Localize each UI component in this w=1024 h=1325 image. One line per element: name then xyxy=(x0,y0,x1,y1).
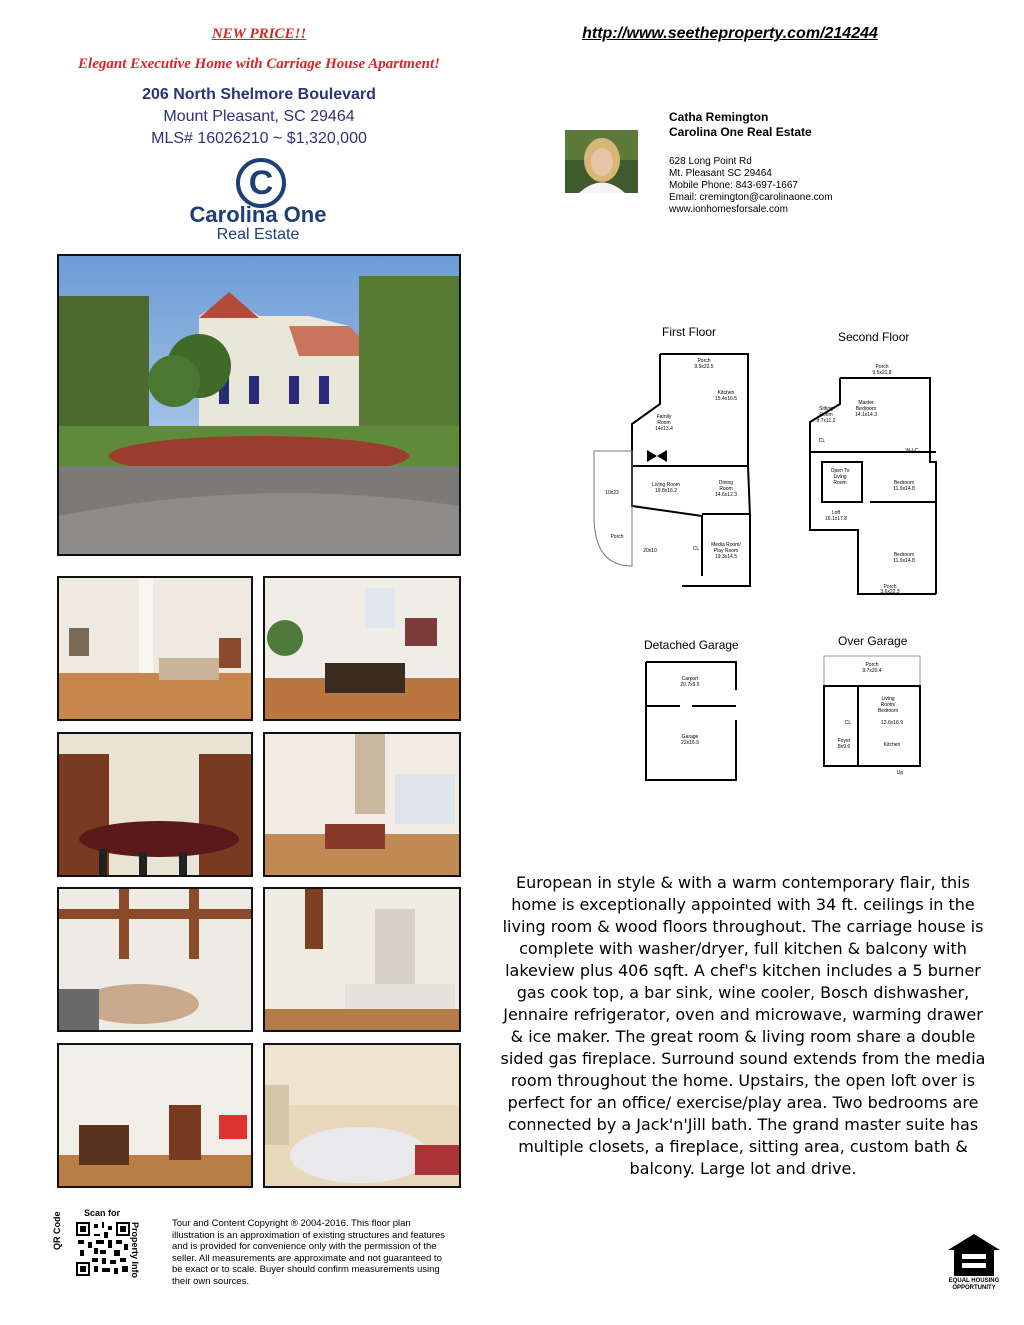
street-address: 206 North Shelmore Boulevard xyxy=(142,86,376,103)
fp2-label: Sitting xyxy=(819,406,833,412)
agent-address-2: Mt. Pleasant SC 29464 xyxy=(669,168,772,179)
over-garage-label: Foyer xyxy=(837,738,851,744)
fp2-label: Master xyxy=(858,400,874,406)
fp2-label: 8.7x11.2 xyxy=(816,418,836,424)
fp1-label: 19.8x16.2 xyxy=(655,488,677,494)
fp2-label: 11.9x14.8 xyxy=(893,558,915,564)
garage-label: Carport xyxy=(681,676,699,682)
fp2-label: 16.1x17.8 xyxy=(825,516,847,522)
equal-housing-label-1: EQUAL HOUSING xyxy=(948,1278,1000,1284)
second-floor-title: Second Floor xyxy=(838,330,910,344)
first-floor-title: First Floor xyxy=(662,325,716,339)
fp2-label: Bedroom xyxy=(893,480,915,486)
detached-garage-title: Detached Garage xyxy=(644,638,739,652)
listing-tagline: Elegant Executive Home with Carriage House Apartment! xyxy=(78,56,440,72)
over-garage-label: 8x9.6 xyxy=(837,744,851,750)
fp1-label: Play Room xyxy=(713,548,739,554)
fp2-label: Bedroom xyxy=(893,552,915,558)
interior-photo-2 xyxy=(263,576,461,721)
fp1-label: 10x23 xyxy=(605,490,619,496)
carriage-house-photo xyxy=(57,1043,253,1188)
over-garage-label: Living xyxy=(881,696,895,702)
property-url-link[interactable]: http://www.seetheproperty.com/214244 xyxy=(582,25,878,42)
fp1-label: 15.4x16.5 xyxy=(715,396,737,402)
garage-label: Garage xyxy=(681,734,699,740)
carolina-one-logo-icon: C xyxy=(236,158,286,208)
over-garage-plan xyxy=(818,632,928,778)
fp1-label: 19.3x14.5 xyxy=(715,554,737,560)
fp2-label: 9.5x21.8 xyxy=(872,370,892,376)
over-garage-title: Over Garage xyxy=(838,634,908,648)
property-description: European in style & with a warm contemporary flair, this home is exceptionally appointed with 34 ft. ceilings in the living room & wood floors throughout. The carriage house is complete with washer/dryer, full kitchen & balcony with lakeview plus 406 sqft. A chef's kitchen includes a 5 burner gas cook top, a bar sink, wine cooler, Bosch dishwasher, Jennaire refrigerator, oven and microwave, warming drawer & ice maker. The great room & living room share a double sided gas fireplace. Surround sound extends from the media room throughout the home. Upstairs, the open loft over is perfect for an office/ exercise/play area. Two bedrooms are connected by a Jack'n'Jill bath. The grand master suite has multiple closets, a fireplace, sitting area, custom bath & balcony. Large lot and drive. xyxy=(500,873,986,1178)
qr-scan-label: Scan for xyxy=(84,1208,121,1218)
over-garage-label: Up xyxy=(896,770,904,776)
agent-photo xyxy=(565,130,638,193)
bedroom-photo-1 xyxy=(263,887,461,1032)
fp2-label: Room xyxy=(833,480,847,486)
fp2-label: Open To xyxy=(830,468,850,474)
agent-email[interactable]: Email: cremington@carolinaone.com xyxy=(669,192,833,203)
logo-company-sub: Real Estate xyxy=(216,226,300,243)
agent-mobile: Mobile Phone: 843-697-1667 xyxy=(669,180,798,191)
loft-photo xyxy=(57,887,253,1032)
fp1-label: 20x10 xyxy=(643,548,657,554)
fp1-label: Dining xyxy=(718,480,734,486)
logo-company-name: Carolina One xyxy=(189,202,327,227)
fp2-label: Porch xyxy=(883,584,897,590)
over-garage-label: 9.7x20.4 xyxy=(862,668,882,674)
equal-housing-label-2: OPPORTUNITY xyxy=(952,1285,996,1291)
fp2-label: Loft xyxy=(831,510,841,516)
fp2-label: CL xyxy=(818,438,826,444)
fp1-label: 14x13.4 xyxy=(655,426,673,432)
master-bedroom-photo xyxy=(263,1043,461,1188)
mls-price: MLS# 16026210 ~ $1,320,000 xyxy=(151,130,367,147)
city-state-zip: Mount Pleasant, SC 29464 xyxy=(163,108,355,125)
over-garage-label: Bedroom xyxy=(877,708,899,714)
fp1-label: Kitchen xyxy=(717,390,735,396)
fp2-label: Porch xyxy=(875,364,889,370)
qr-code-icon[interactable] xyxy=(76,1222,130,1276)
over-garage-label: Porch xyxy=(865,662,879,668)
fp2-label: 11.9x14.8 xyxy=(893,486,915,492)
fp1-label: Porch xyxy=(697,358,711,364)
second-floor-plan xyxy=(800,322,950,598)
fp2-label: W-I-C xyxy=(905,448,919,454)
fp2-label: Living xyxy=(833,474,847,480)
garage-label: 22x16.9 xyxy=(681,740,699,746)
living-room-photo xyxy=(263,732,461,877)
detached-garage-plan xyxy=(640,636,750,782)
new-price-banner: NEW PRICE!! xyxy=(211,26,307,42)
fp2-label: 14.1x14.3 xyxy=(855,412,877,418)
exterior-photo xyxy=(57,254,461,556)
copyright-notice: Tour and Content Copyright ® 2004-2016. This floor plan illustration is an approximation of existing structures and features and is provided for convenience only with the permission of the seller. All measurements are approximate and not guaranteed to be exact or to scale. Buyer should confirm measurements using their own sources. xyxy=(172,1218,445,1287)
agent-company: Carolina One Real Estate xyxy=(669,125,812,139)
agent-name: Catha Remington xyxy=(669,110,769,124)
fp1-label: Media Room/ xyxy=(711,542,741,548)
kitchen-photo xyxy=(57,732,253,877)
interior-photo-1 xyxy=(57,576,253,721)
over-garage-label: Kitchen xyxy=(883,742,901,748)
fp1-label: 9.9x22.5 xyxy=(694,364,714,370)
fp2-label: Bedroom xyxy=(855,406,877,412)
fp1-label: Room xyxy=(657,420,671,426)
fp1-label: 14.6x12.3 xyxy=(715,492,737,498)
agent-website[interactable]: www.ionhomesforsale.com xyxy=(669,204,788,215)
over-garage-label: Room/ xyxy=(880,702,896,708)
garage-label: 20.7x9.5 xyxy=(680,682,700,688)
fp1-label: Family xyxy=(656,414,672,420)
fp2-label: Room xyxy=(819,412,833,418)
fp1-label: Room xyxy=(719,486,733,492)
qr-code-label: QR Code xyxy=(52,1211,62,1250)
qr-property-info-label: Property Info xyxy=(130,1222,140,1279)
agent-address-1: 628 Long Point Rd xyxy=(669,156,752,167)
over-garage-label: 13.6x16.9 xyxy=(881,720,903,726)
fp2-label: 3.6x22.3 xyxy=(880,589,900,595)
fp1-label: Porch xyxy=(610,534,624,540)
over-garage-label: CL xyxy=(844,720,852,726)
first-floor-plan xyxy=(592,318,762,596)
fp1-label: Living Room xyxy=(652,482,680,488)
fp1-label: CL xyxy=(692,546,700,552)
